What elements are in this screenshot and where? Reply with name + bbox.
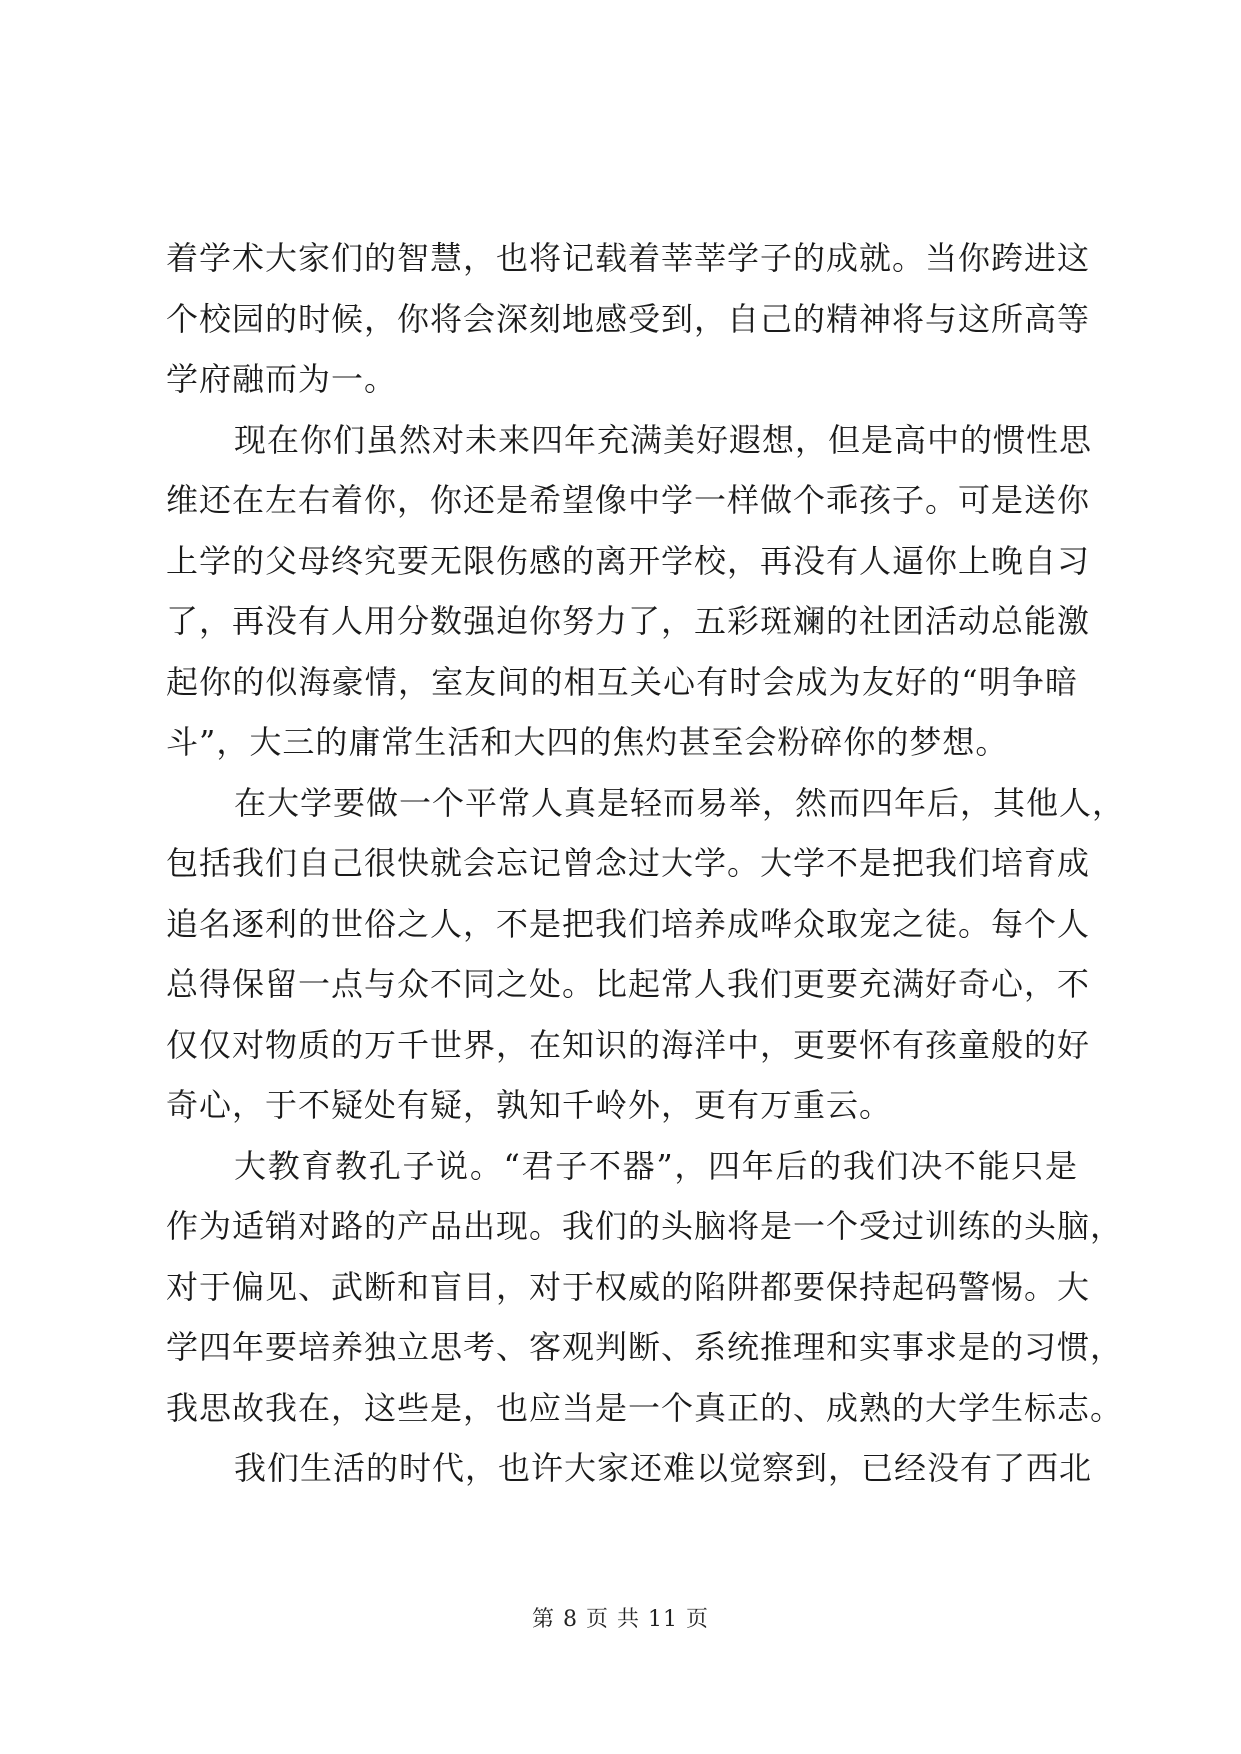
- text-line: 斗”，大三的庸常生活和大四的焦灼甚至会粉碎你的梦想。: [166, 723, 1009, 761]
- text-line: 起你的似海豪情，室友间的相互关心有时会成为友好的“明争暗: [166, 662, 1078, 701]
- text-line: 我们生活的时代，也许大家还难以觉察到，已经没有了西北: [234, 1449, 1093, 1487]
- text-line: 个校园的时候，你将会深刻地感受到，自己的精神将与这所高等: [166, 299, 1091, 338]
- document-body: [166, 228, 1126, 1499]
- text-line: 维还在左右着你，你还是希望像中学一样做个乖孩子。可是送你: [166, 481, 1091, 519]
- text-line: 大教育教孔子说。“君子不器”，四年后的我们决不能只是: [234, 1146, 1078, 1185]
- text-line: 追名逐利的世俗之人，不是把我们培养成哗众取宠之徒。每个人: [166, 904, 1091, 943]
- text-line: 作为适销对路的产品出现。我们的头脑将是一个受过训练的头脑，: [166, 1207, 1124, 1245]
- text-line: 着学术大家们的智慧，也将记载着莘莘学子的成就。当你跨进这: [166, 239, 1091, 277]
- page-footer: 第 8 页 共 11 页: [532, 1607, 709, 1632]
- text-line: 奇心，于不疑处有疑，孰知千岭外，更有万重云。: [166, 1086, 893, 1124]
- text-line: 学四年要培养独立思考、客观判断、系统推理和实事求是的习惯，: [166, 1328, 1124, 1366]
- text-line: 总得保留一点与众不同之处。比起常人我们更要充满好奇心，不: [166, 965, 1091, 1003]
- text-line: 学府融而为一。: [166, 360, 398, 398]
- text-line: 现在你们虽然对未来四年充满美好遐想，但是高中的惯性思: [234, 420, 1093, 459]
- text-line: 包括我们自己很快就会忘记曾念过大学。大学不是把我们培育成: [166, 844, 1091, 882]
- text-line: 在大学要做一个平常人真是轻而易举，然而四年后，其他人，: [234, 783, 1126, 822]
- text-line: 仅仅对物质的万千世界，在知识的海洋中，更要怀有孩童般的好: [166, 1025, 1091, 1064]
- text-line: 对于偏见、武断和盲目，对于权威的陷阱都要保持起码警惕。大: [166, 1267, 1091, 1306]
- text-line: 了，再没有人用分数强迫你努力了，五彩斑斓的社团活动总能激: [166, 602, 1091, 640]
- text-line: 我思故我在，这些是，也应当是一个真正的、成熟的大学生标志。: [166, 1388, 1124, 1427]
- text-line: 上学的父母终究要无限伤感的离开学校，再没有人逼你上晚自习: [166, 541, 1091, 580]
